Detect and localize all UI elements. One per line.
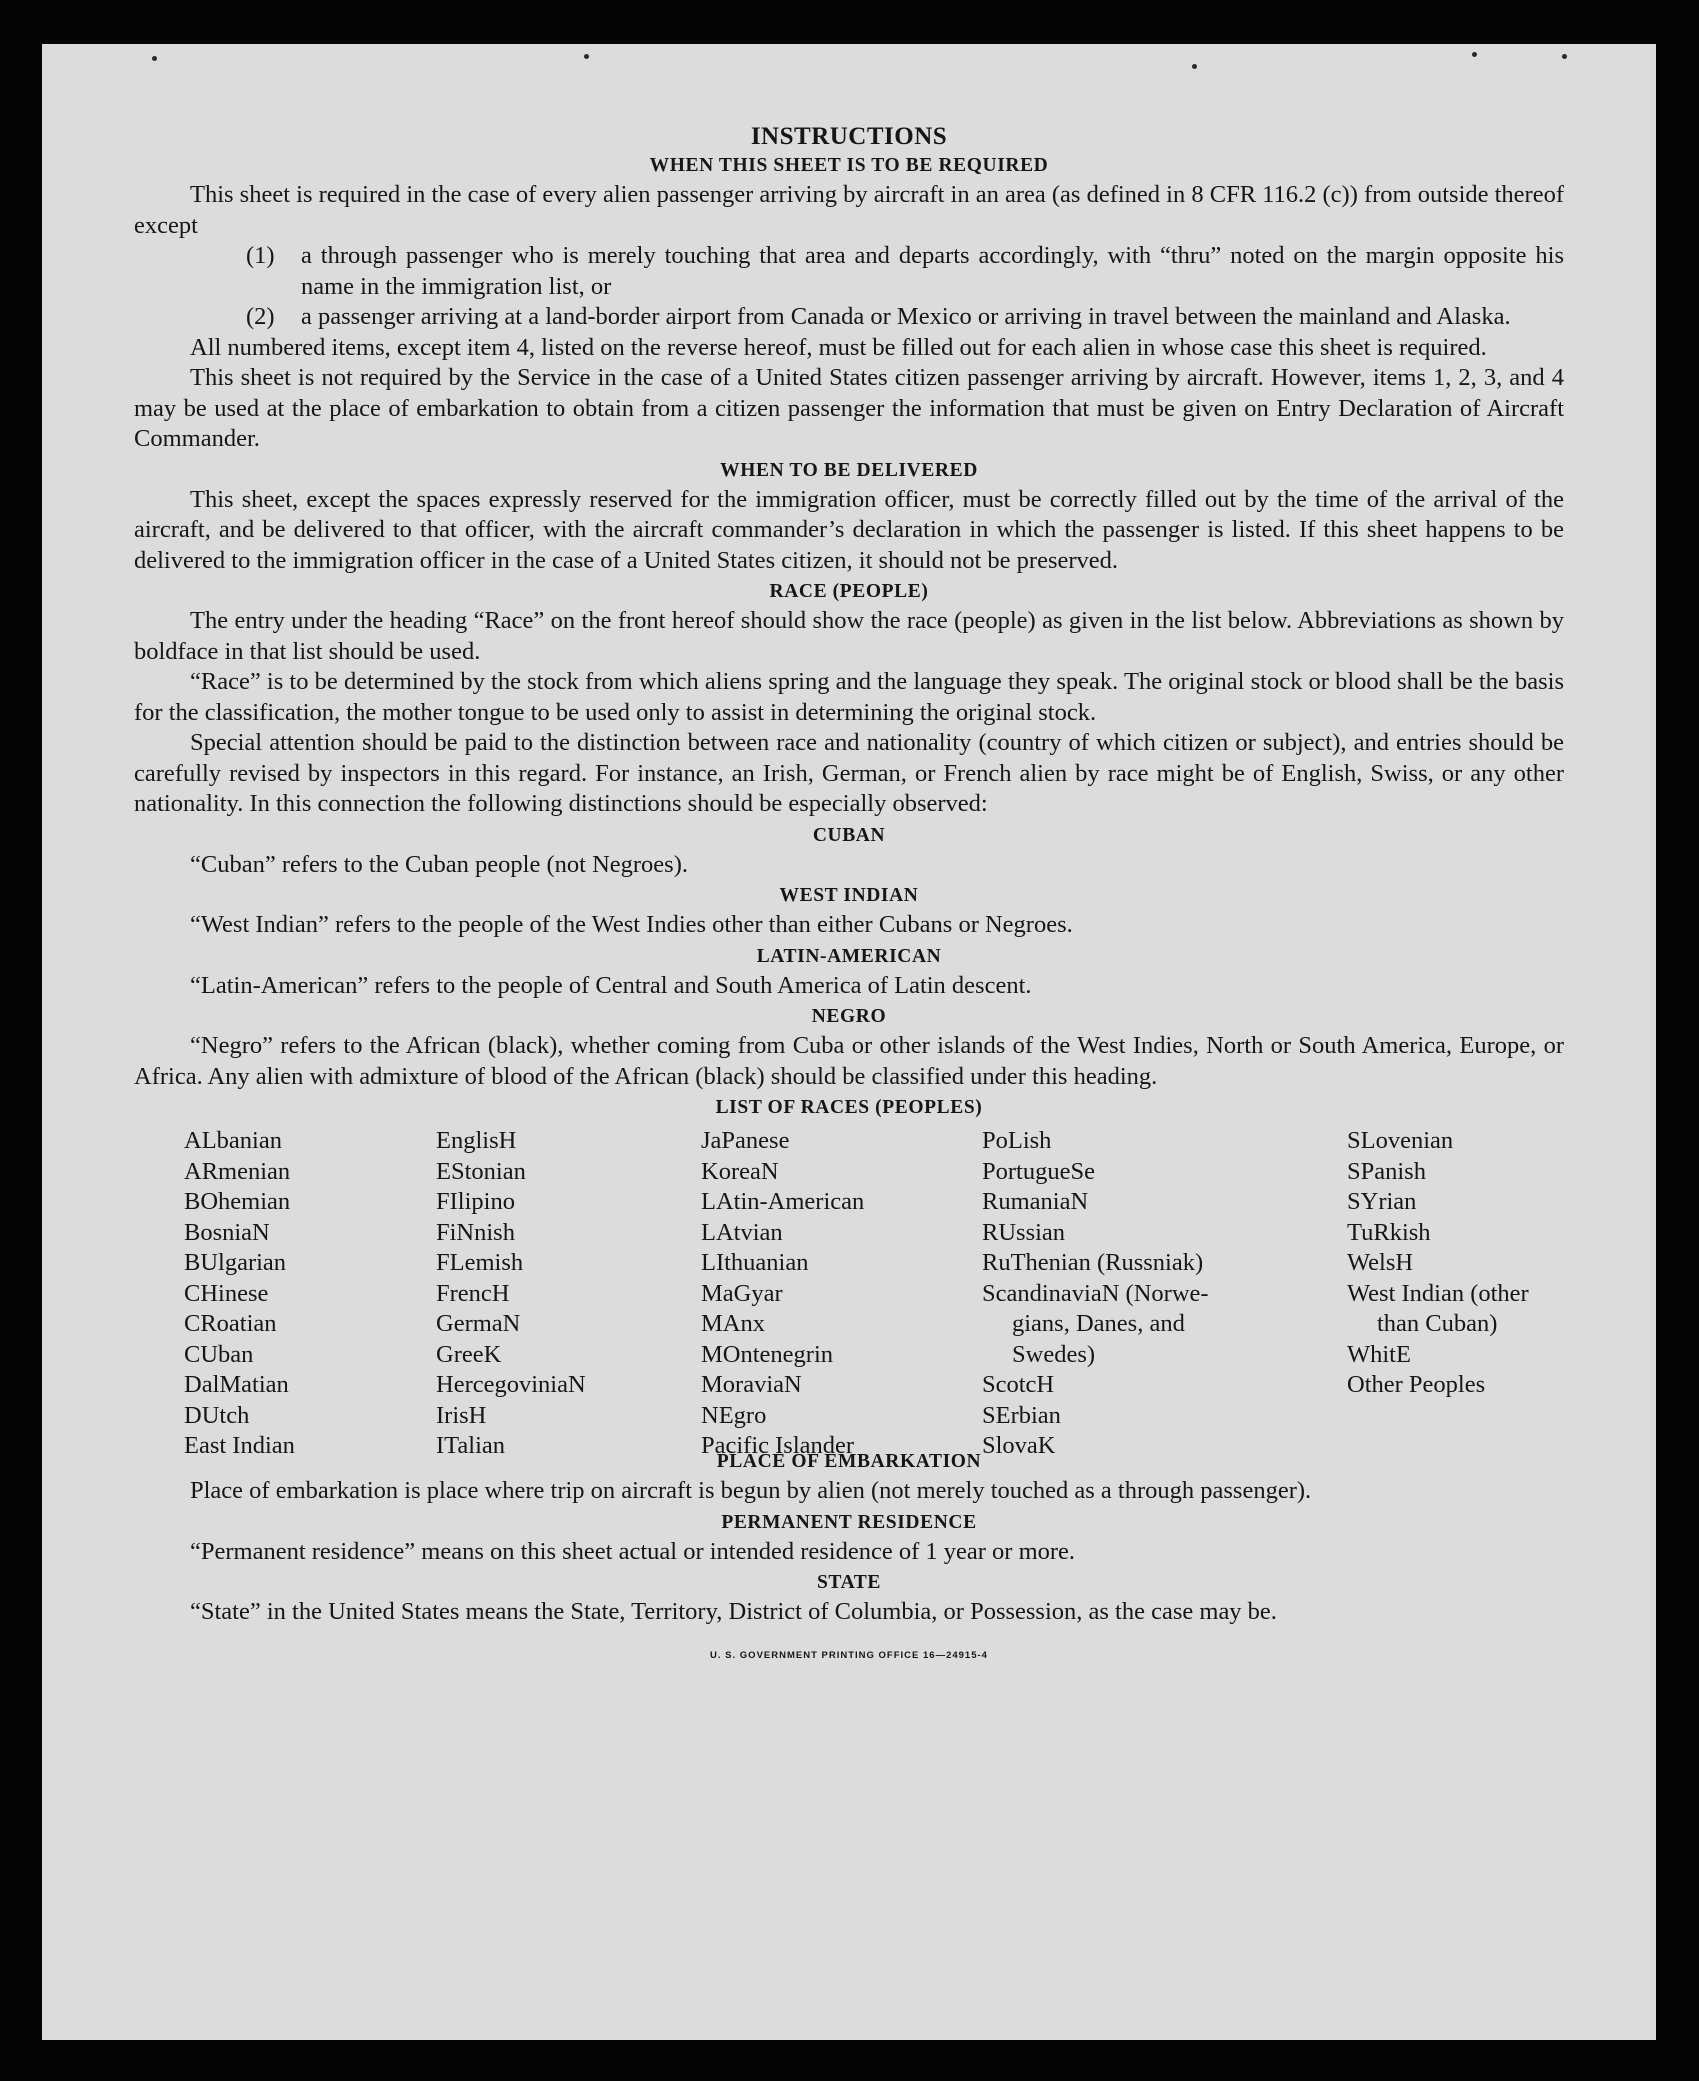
race-entry: BUlgarian — [184, 1249, 287, 1276]
race-entry: MOntenegrin — [701, 1340, 833, 1368]
heading-cuban: CUBAN — [812, 824, 886, 846]
race-entry: DUtch — [184, 1401, 250, 1429]
race-entry: ScotcH — [982, 1371, 1055, 1398]
heading-when-required: WHEN THIS SHEET IS TO BE REQUIRED — [649, 155, 1049, 176]
race-entry: DalMatian — [184, 1371, 289, 1398]
races-column-4 — [982, 1126, 1270, 1462]
race-entry: EnglisH — [436, 1127, 517, 1154]
race-entry: GermaN — [436, 1310, 521, 1337]
races-column-5 — [1347, 1126, 1617, 1401]
race-entry: WelsH — [1347, 1249, 1414, 1276]
race-entry: ARmenian — [184, 1157, 291, 1185]
race-entry: LAtin-American — [701, 1188, 865, 1215]
race-entry: East Indian — [184, 1432, 295, 1459]
race-entry: MoraviaN — [701, 1371, 802, 1398]
exception-item-1 — [134, 241, 1564, 302]
paragraph-race-2: “Race” is to be determined by the stock from which aliens spring and the language they speak. The original stock or blood shall be the basis for the classification, the mother tongue to be used only to assist in determining the original stock. — [134, 668, 1564, 726]
race-entry-continued: than Cuban) — [1377, 1310, 1498, 1337]
race-entry: FLemish — [436, 1249, 524, 1276]
race-entry: TuRkish — [1347, 1218, 1431, 1246]
heading-west-indian: WEST INDIAN — [779, 885, 919, 906]
document-sheet — [42, 44, 1656, 2040]
paragraph-permanent-residence: “Permanent residence” means on this sheet actual or intended residence of 1 year or more. — [190, 1537, 1076, 1565]
exception-item-2 — [134, 302, 1564, 333]
race-entry: JaPanese — [701, 1127, 790, 1154]
paragraph-race-1: The entry under the heading “Race” on the front hereof should show the race (people) as given in the list below. Abbreviations as shown by boldface in that list should be used. — [134, 607, 1564, 665]
race-entry: EStonian — [436, 1157, 526, 1185]
race-entry: West Indian (other — [1347, 1279, 1529, 1307]
races-column-5-bottom — [1347, 1340, 1617, 1401]
heading-permanent-residence: PERMANENT RESIDENCE — [721, 1511, 977, 1533]
race-entry: ITalian — [436, 1432, 506, 1459]
item-text: a through passenger who is merely touching that area and departs accordingly, with “thru” noted on the margin opposite his name in the immigration list, or — [301, 242, 1564, 300]
speck — [584, 54, 589, 59]
heading-latin-american: LATIN-AMERICAN — [756, 945, 942, 967]
race-entry-continued: gians, Danes, and — [1012, 1310, 1185, 1337]
heading-race: RACE (PEOPLE) — [769, 581, 929, 602]
race-entry: Pacific Islander — [701, 1432, 855, 1459]
paragraph-race-3: Special attention should be paid to the distinction between race and nationality (country of which citizen or subject), and entries should be carefully revised by inspectors in this regard. For instance, an Irish, German, or French alien by race might be of English, Swiss, or any other nationality. In this connection the following distinctions should be especially observed: — [134, 729, 1564, 817]
races-list — [134, 1126, 1564, 1459]
race-entry: FrencH — [436, 1279, 510, 1307]
race-entry: LIthuanian — [701, 1249, 809, 1276]
race-entry: PortugueSe — [982, 1157, 1095, 1185]
paragraph-latin-american: “Latin-American” refers to the people of Central and South America of Latin descent. — [190, 971, 1032, 999]
race-entry: LAtvian — [701, 1218, 783, 1246]
paragraph-cuban: “Cuban” refers to the Cuban people (not Negroes). — [190, 850, 688, 878]
paragraph-state: “State” in the United States means the State, Territory, District of Columbia, or Possession, as the case may be. — [190, 1598, 1277, 1625]
race-entry: ALbanian — [184, 1127, 282, 1154]
race-entry: SLovenian — [1347, 1127, 1454, 1154]
race-entry: WhitE — [1347, 1340, 1411, 1368]
races-column-3 — [701, 1126, 864, 1462]
races-column-5-top — [1347, 1126, 1617, 1279]
paragraph-numbered-items: All numbered items, except item 4, listed on the reverse hereof, must be filled out for each alien in whose case this sheet is required. — [190, 333, 1487, 361]
races-column-1 — [184, 1126, 295, 1462]
race-entry: CUban — [184, 1340, 254, 1368]
races-column-2 — [436, 1126, 586, 1462]
race-entry: RuThenian (Russniak) — [982, 1249, 1204, 1276]
paragraph-negro: “Negro” refers to the African (black), whether coming from Cuba or other islands of the West Indies, North or South America, Europe, or Africa. Any alien with admixture of blood of the African (black) should be classified under this heading. — [134, 1032, 1564, 1090]
race-entry: Other Peoples — [1347, 1371, 1486, 1398]
heading-state: STATE — [816, 1572, 882, 1593]
heading-negro: NEGRO — [811, 1006, 887, 1027]
race-entry: FiNnish — [436, 1218, 515, 1246]
race-entry: MAnx — [701, 1310, 765, 1337]
races-column-4-top — [982, 1126, 1270, 1279]
race-entry: MaGyar — [701, 1279, 783, 1307]
race-entry: SPanish — [1347, 1157, 1426, 1185]
heading-when-delivered: WHEN TO BE DELIVERED — [720, 459, 978, 481]
speck — [1562, 54, 1567, 59]
item-number: (1) — [246, 242, 275, 269]
race-entry: NEgro — [701, 1401, 767, 1429]
race-entry: SErbian — [982, 1401, 1061, 1429]
heading-embarkation: PLACE OF EMBARKATION — [716, 1451, 982, 1472]
race-entry: BosniaN — [184, 1218, 270, 1246]
speck — [1472, 52, 1477, 57]
race-entry: RumaniaN — [982, 1188, 1089, 1215]
race-entry: RUssian — [982, 1218, 1066, 1246]
paragraph-west-indian: “West Indian” refers to the people of the West Indies other than either Cubans or Negroes. — [190, 911, 1073, 938]
speck — [1192, 64, 1197, 69]
paragraph-embarkation: Place of embarkation is place where trip on aircraft is begun by alien (not merely touched as a through passenger). — [190, 1477, 1312, 1504]
speck — [152, 56, 157, 61]
document-title: INSTRUCTIONS — [750, 123, 948, 150]
race-entry: IrisH — [436, 1401, 487, 1429]
race-entry: KoreaN — [701, 1157, 779, 1185]
race-entry: PoLish — [982, 1127, 1052, 1154]
item-text: a passenger arriving at a land-border airport from Canada or Mexico or arriving in travel between the mainland and Alaska. — [301, 303, 1511, 330]
race-entry: HercegoviniaN — [436, 1371, 586, 1398]
printer-imprint: U. S. GOVERNMENT PRINTING OFFICE 16—24915-4 — [710, 1649, 988, 1661]
race-entry: BOhemian — [184, 1188, 291, 1215]
race-entry: FIlipino — [436, 1188, 515, 1215]
paragraph-citizen: This sheet is not required by the Service in the case of a United States citizen passenger arriving by aircraft. However, items 1, 2, 3, and 4 may be used at the place of embarkation to obtain from a citizen passenger the information that must be given on Entry Declaration of Aircraft Commander. — [134, 364, 1564, 452]
race-entry-continued: Swedes) — [1012, 1340, 1096, 1368]
paragraph-delivery: This sheet, except the spaces expressly reserved for the immigration officer, must be correctly filled out by the time of the arrival of the aircraft, and be delivered to that officer, with the aircraft commander’s declaration in which the passenger is listed. If this sheet happens to be delivered to the immigration officer in the case of a United States citizen, it should not be preserved. — [134, 485, 1564, 574]
race-entry: SYrian — [1347, 1188, 1417, 1215]
race-entry: GreeK — [436, 1340, 502, 1368]
race-entry: CRoatian — [184, 1310, 277, 1337]
races-column-4-bottom — [982, 1370, 1270, 1462]
race-entry: ScandinaviaN (Norwe- — [982, 1279, 1209, 1307]
heading-list-of-races: LIST OF RACES (PEOPLES) — [715, 1097, 983, 1118]
item-number: (2) — [246, 303, 275, 330]
race-entry: SlovaK — [982, 1432, 1056, 1459]
paragraph-required-intro: This sheet is required in the case of every alien passenger arriving by aircraft in an area (as defined in 8 CFR 116.2 (c)) from outside thereof except — [134, 181, 1564, 239]
race-entry: CHinese — [184, 1279, 269, 1307]
